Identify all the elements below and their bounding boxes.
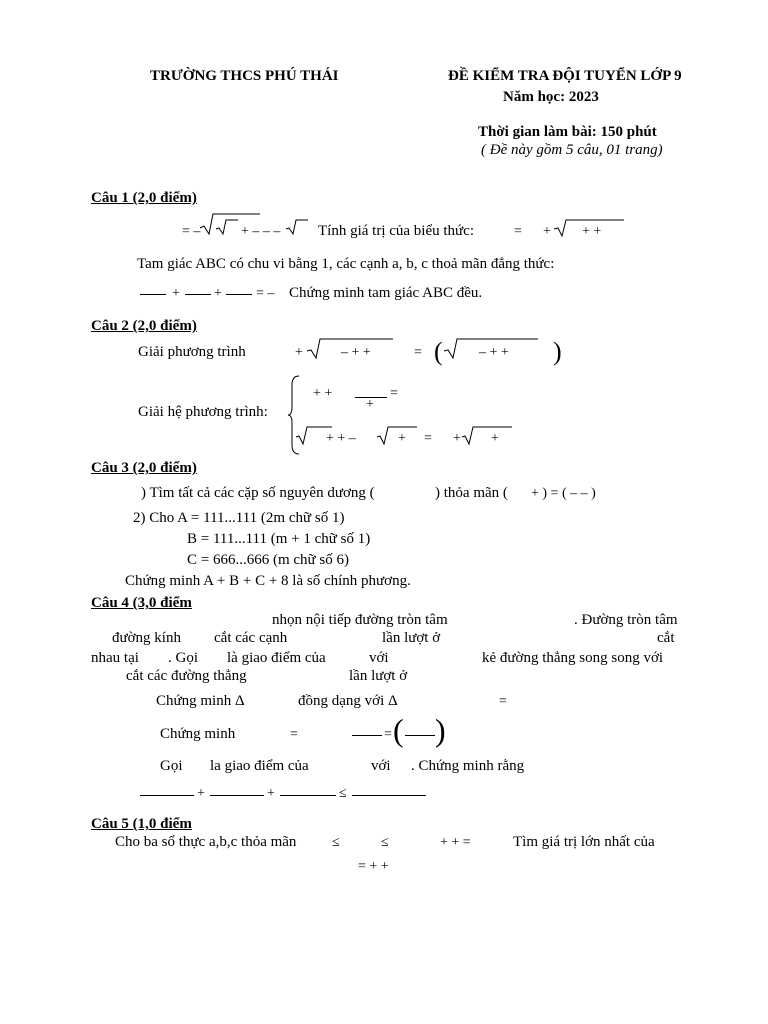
q3-text-1a: ) Tìm tất cả các cặp số nguyên dương ( <box>141 485 375 501</box>
q4-part-b2: = <box>290 727 298 742</box>
q2-radical-b3 <box>462 424 512 446</box>
q1-symbols-b2: + <box>214 286 222 301</box>
q3-heading: Câu 3 (2,0 điểm) <box>91 460 197 476</box>
q4-paren-open: ( <box>393 712 404 748</box>
q2-symbols-b5: + <box>398 431 406 446</box>
q4-text-2: . Đường tròn tâm <box>574 612 678 628</box>
q4-part-c4: . Chứng minh rằng <box>411 758 525 774</box>
q2-symbols-b6: = <box>424 431 432 446</box>
q2-paren-open: ( <box>434 337 443 366</box>
q4-part-c1: Gọi <box>160 758 183 774</box>
q3-line-2: 2) Cho A = 111...111 (2m chữ số 1) <box>133 510 345 526</box>
q4-fraction-bar-d4 <box>352 795 426 796</box>
q2-heading: Câu 2 (2,0 điểm) <box>91 318 197 334</box>
q4-text-4: cắt các cạnh <box>214 630 288 646</box>
q2-paren-close: ) <box>553 337 562 366</box>
q5-symbol-2: ≤ <box>381 835 389 850</box>
q4-part-a3: = <box>499 694 507 709</box>
q4-fraction-bar-d1 <box>140 795 194 796</box>
q4-text-6: cắt <box>657 630 675 646</box>
q1-text-b2: Chứng minh tam giác ABC đều. <box>289 285 483 301</box>
q1-text-b: Tam giác ABC có chu vi bằng 1, các cạnh a, b, c thoả mãn đẳng thức: <box>137 256 555 272</box>
q4-text-12: cắt các đường thẳng <box>126 668 247 684</box>
q1-fraction-bar-2 <box>185 294 211 295</box>
q2-symbols-a2: – + + <box>341 345 371 360</box>
q2-symbols-b7: + <box>453 431 461 446</box>
q1-symbols-a5: + + <box>582 224 602 239</box>
q5-symbol-3: + + = <box>440 835 471 850</box>
q4-text-10: với <box>369 650 389 666</box>
q4-part-d1: + <box>197 786 205 801</box>
q4-part-c2: la giao điểm của <box>210 758 309 774</box>
q2-text-a: Giải phương trình <box>138 344 246 360</box>
school-year: Năm học: 2023 <box>503 89 599 105</box>
q1-heading: Câu 1 (2,0 điểm) <box>91 190 197 206</box>
q5-symbol-1: ≤ <box>332 835 340 850</box>
q1-radical-small <box>286 218 308 236</box>
q5-text-2: Tìm giá trị lớn nhất của <box>513 834 655 850</box>
q1-radical-inner <box>216 218 238 236</box>
q4-heading: Câu 4 (3,0 điểm <box>91 595 192 611</box>
q1-symbols-a4: + <box>543 224 551 239</box>
q4-part-d2: + <box>267 786 275 801</box>
q4-text-13: lần lượt ở <box>349 668 408 684</box>
q4-text-11: kẻ đường thẳng song song với <box>482 650 664 666</box>
q4-text-3: đường kính <box>112 630 181 646</box>
q1-fraction-bar-3 <box>226 294 252 295</box>
q4-text-1: nhọn nội tiếp đường tròn tâm <box>272 612 448 628</box>
q2-text-b: Giải hệ phương trình: <box>138 404 268 420</box>
q4-paren-close: ) <box>435 712 446 748</box>
q2-radical-b2 <box>377 424 417 446</box>
q4-part-c3: với <box>371 758 391 774</box>
q3-line-d: Chứng minh A + B + C + 8 là số chính phương. <box>125 573 411 589</box>
school-name: TRƯỜNG THCS PHÚ THÁI <box>150 68 339 84</box>
q4-text-7: nhau tại <box>91 650 139 666</box>
exam-time: Thời gian làm bài: 150 phút <box>478 124 657 140</box>
q1-symbols-a3: = <box>514 224 522 239</box>
q2-symbols-b1: + + <box>313 386 333 401</box>
q4-text-5: lần lượt ở <box>382 630 441 646</box>
q3-line-c: C = 666...666 (m chữ số 6) <box>187 552 349 568</box>
q4-fraction-bar-b1 <box>352 735 382 736</box>
q2-symbols-b3: + <box>366 397 374 412</box>
q1-fraction-bar-1 <box>140 294 166 295</box>
q4-part-d3: ≤ <box>339 786 347 801</box>
q3-symbols-1c: + ) = ( – – ) <box>531 486 596 501</box>
q1-symbols-a2: + – – – <box>241 224 281 239</box>
q4-fraction-bar-d2 <box>210 795 264 796</box>
q5-heading: Câu 5 (1,0 điểm <box>91 816 192 832</box>
q3-text-1b: ) thỏa mãn ( <box>435 485 508 501</box>
q5-text-1: Cho ba số thực a,b,c thỏa mãn <box>115 834 297 850</box>
q2-symbols-a1: + <box>295 345 303 360</box>
exam-title: ĐỀ KIỂM TRA ĐỘI TUYỂN LỚP 9 <box>448 68 682 84</box>
q2-symbols-b8: + <box>491 431 499 446</box>
q4-part-b1: Chứng minh <box>160 726 236 742</box>
q4-text-9: là giao điểm của <box>227 650 326 666</box>
q2-symbols-b4: + + – <box>326 431 356 446</box>
q5-symbol-4: = + + <box>358 859 389 874</box>
q2-symbols-a3: = <box>414 345 422 360</box>
q4-part-a2: đồng dạng với Δ <box>298 693 398 709</box>
exam-note: ( Đề này gồm 5 câu, 01 trang) <box>481 142 663 158</box>
q2-symbols-b2: = <box>390 386 398 401</box>
q1-symbols-b1: + <box>172 286 180 301</box>
q1-text-a: Tính giá trị của biểu thức: <box>318 223 474 239</box>
q3-line-b: B = 111...111 (m + 1 chữ số 1) <box>187 531 371 547</box>
q4-part-a1: Chứng minh Δ <box>156 693 245 709</box>
q4-fraction-bar-d3 <box>280 795 336 796</box>
q1-symbols-b3: = – <box>256 286 275 301</box>
q1-symbols-a1: = – <box>182 224 201 239</box>
q4-part-b3: = <box>384 727 392 742</box>
q4-text-8: . Gọi <box>168 650 198 666</box>
q2-symbols-a4: – + + <box>479 345 509 360</box>
q4-fraction-bar-b2 <box>405 735 435 736</box>
